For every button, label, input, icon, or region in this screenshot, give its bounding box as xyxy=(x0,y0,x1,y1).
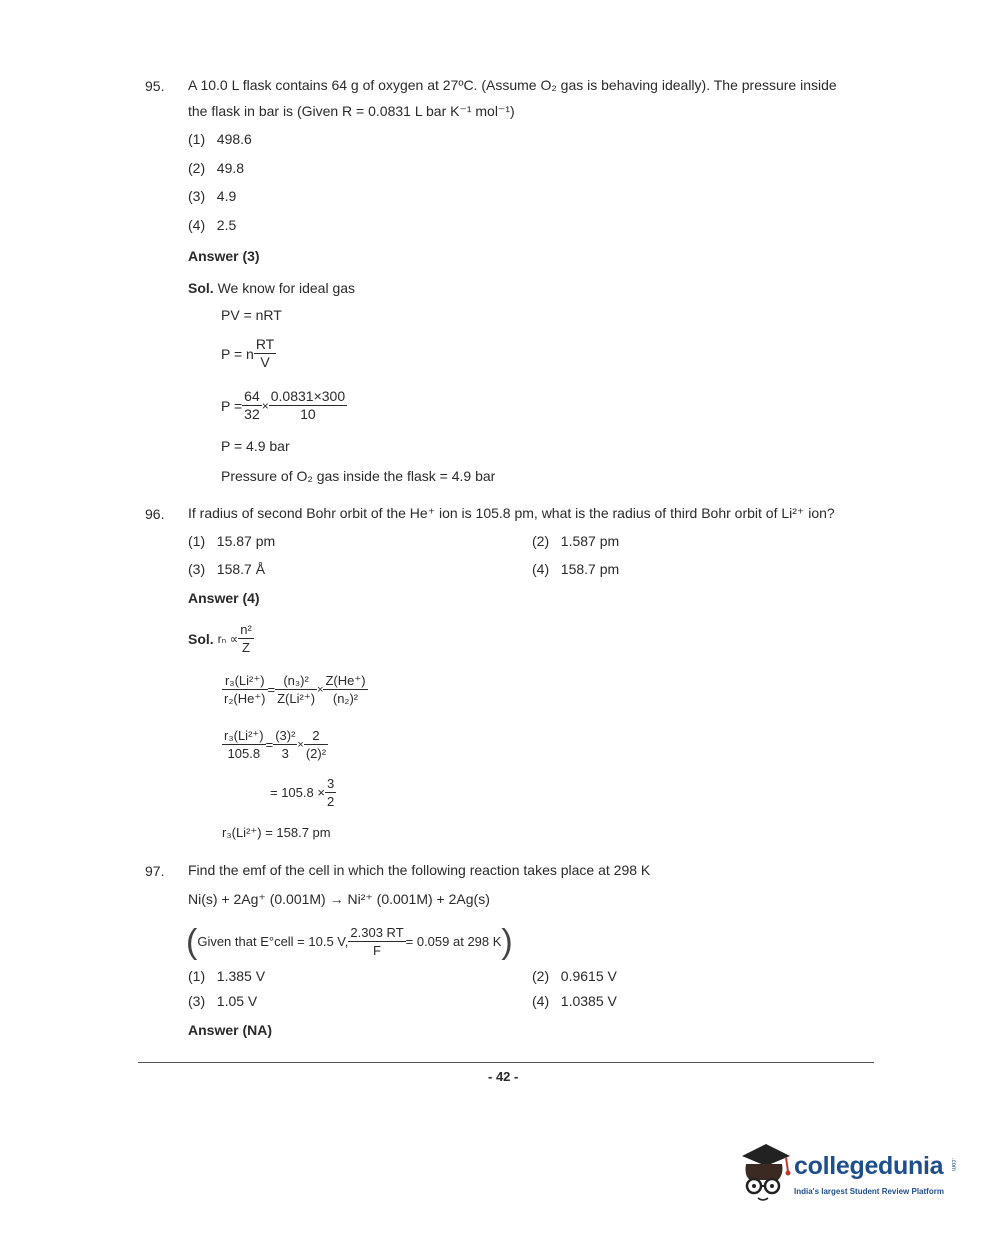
option-number: (4) xyxy=(188,217,206,233)
times-sign: × xyxy=(297,738,304,751)
numerator: 0.0831×300 xyxy=(270,388,346,404)
given-prefix: Given that E°cell = 10.5 V, xyxy=(197,934,349,949)
q97-reaction: Ni(s) + 2Ag⁺ (0.001M) → Ni²⁺ (0.001M) + 2Ag(s) xyxy=(188,891,490,907)
page-number: - 42 - xyxy=(488,1069,519,1084)
option-number: (4) xyxy=(532,993,550,1009)
q95-eq-p-formula xyxy=(221,336,276,371)
q95-option-1 xyxy=(188,131,252,147)
option-value: 2.5 xyxy=(216,217,237,233)
fraction-lhs xyxy=(222,727,266,762)
q96-question: If radius of second Bohr orbit of the He⁺ ion is 105.8 pm, what is the radius of third Bohr orbit of Li²⁺ ion? xyxy=(188,505,835,521)
option-number: (2) xyxy=(188,160,206,176)
fraction xyxy=(238,621,254,656)
numerator: RT xyxy=(255,336,275,352)
given-suffix: = 0.059 at 298 K xyxy=(405,934,502,949)
brand-domain: .com xyxy=(950,1158,956,1172)
option-value: 4.9 xyxy=(216,188,237,204)
times-sign: × xyxy=(261,398,269,413)
sol-text: We know for ideal gas xyxy=(217,280,356,296)
q96-solution-proportion xyxy=(188,621,254,656)
close-paren: ) xyxy=(501,922,513,961)
option-value: 158.7 Å xyxy=(216,561,266,577)
fraction xyxy=(348,924,405,959)
q97-option-4 xyxy=(532,993,617,1009)
denominator: Z xyxy=(242,640,250,655)
fraction-rt xyxy=(269,388,347,423)
equals-sign: = xyxy=(265,737,274,752)
brand-name: collegedunia xyxy=(794,1152,944,1180)
denominator: (n₂)² xyxy=(332,691,359,706)
q96-option-4 xyxy=(532,561,619,577)
option-number: (2) xyxy=(532,968,550,984)
equals-sign: = xyxy=(267,682,276,697)
q97-number: 97. xyxy=(145,863,165,879)
q97-option-1 xyxy=(188,968,265,984)
fraction xyxy=(254,336,276,371)
q95-option-2 xyxy=(188,160,244,176)
numerator: n² xyxy=(240,622,252,637)
fraction-rhs xyxy=(304,727,328,762)
option-number: (2) xyxy=(532,533,550,549)
q95-option-4 xyxy=(188,217,236,233)
q96-number: 96. xyxy=(145,506,165,522)
denominator: 32 xyxy=(244,406,260,422)
option-number: (1) xyxy=(188,533,206,549)
q95-number: 95. xyxy=(145,78,165,94)
fraction-rhs xyxy=(323,672,367,707)
numerator: r₃(Li²⁺) xyxy=(222,672,268,690)
numerator: (3)² xyxy=(275,728,296,743)
q96-option-3 xyxy=(188,561,265,577)
q96-option-2 xyxy=(532,533,619,549)
option-number: (4) xyxy=(532,561,550,577)
eq-lhs: = 105.8 × xyxy=(270,785,325,800)
option-value: 1.587 pm xyxy=(560,533,620,549)
numerator: 64 xyxy=(244,388,260,404)
denominator: (2)² xyxy=(305,746,327,761)
q95-conclusion: Pressure of O₂ gas inside the flask = 4.9 bar xyxy=(221,468,496,484)
eq-lhs: P = n xyxy=(221,345,254,362)
numerator: Z(He⁺) xyxy=(325,673,366,688)
q96-multiplication-step xyxy=(270,775,336,810)
numerator: 2.303 RT xyxy=(350,925,404,940)
eq-lhs: P = xyxy=(221,397,243,414)
fraction xyxy=(325,775,336,810)
q96-substitution-equation xyxy=(222,727,328,762)
q95-answer: Answer (3) xyxy=(188,248,260,264)
denominator: 105.8 xyxy=(227,746,261,761)
denominator: F xyxy=(373,943,381,958)
brand-tagline: India's largest Student Review Platform xyxy=(794,1187,944,1196)
numerator: 2 xyxy=(304,727,328,745)
q95-eq-substitution xyxy=(221,388,347,423)
option-value: 49.8 xyxy=(216,160,245,176)
fraction-middle xyxy=(275,672,317,707)
fraction-64-32 xyxy=(242,388,262,423)
mascot-icon xyxy=(736,1140,794,1206)
option-number: (3) xyxy=(188,561,206,577)
sol-label: Sol. xyxy=(188,630,214,647)
q97-question: Find the emf of the cell in which the following reaction takes place at 298 K xyxy=(188,862,651,878)
footer-divider xyxy=(138,1062,874,1063)
option-value: 1.385 V xyxy=(216,968,266,984)
q95-solution-intro xyxy=(188,280,355,296)
q97-option-2 xyxy=(532,968,617,984)
denominator: V xyxy=(260,354,270,370)
q95-eq-ideal-gas: PV = nRT xyxy=(221,307,282,323)
option-number: (1) xyxy=(188,131,206,147)
q95-question-line1: A 10.0 L flask contains 64 g of oxygen at 27ºC. (Assume O₂ gas is behaving ideally). The pressure inside xyxy=(188,77,837,93)
q95-eq-result: P = 4.9 bar xyxy=(221,438,290,454)
q96-result: r₃(Li²⁺) = 158.7 pm xyxy=(222,825,331,840)
q96-ratio-equation xyxy=(222,672,368,707)
collegedunia-logo[interactable] xyxy=(736,1140,966,1210)
denominator: 3 xyxy=(281,746,289,761)
option-value: 15.87 pm xyxy=(216,533,276,549)
option-value: 1.0385 V xyxy=(560,993,617,1009)
q97-answer: Answer (NA) xyxy=(188,1022,273,1038)
eq-lhs: rₙ ∝ xyxy=(217,631,239,646)
times-sign: × xyxy=(317,683,324,696)
option-number: (1) xyxy=(188,968,206,984)
option-value: 1.05 V xyxy=(216,993,258,1009)
q96-option-1 xyxy=(188,533,275,549)
denominator: r₂(He⁺) xyxy=(224,691,266,706)
fraction-middle xyxy=(273,727,297,762)
numerator: r₃(Li²⁺) xyxy=(224,728,264,743)
fraction-lhs xyxy=(222,672,268,707)
numerator: (n₃)² xyxy=(275,672,317,690)
open-paren: ( xyxy=(186,922,198,961)
option-number: (3) xyxy=(188,188,206,204)
q97-given-condition xyxy=(186,924,513,959)
option-value: 158.7 pm xyxy=(560,561,620,577)
numerator: 3 xyxy=(326,776,335,791)
q95-question-line2: the flask in bar is (Given R = 0.0831 L bar K⁻¹ mol⁻¹) xyxy=(188,103,515,119)
denominator: 2 xyxy=(326,794,335,809)
q96-answer: Answer (4) xyxy=(188,590,260,606)
sol-label: Sol. xyxy=(188,280,214,296)
denominator: 10 xyxy=(300,406,316,422)
option-value: 0.9615 V xyxy=(560,968,617,984)
q95-option-3 xyxy=(188,188,236,204)
option-value: 498.6 xyxy=(216,131,252,147)
denominator: Z(Li²⁺) xyxy=(277,691,316,706)
q97-option-3 xyxy=(188,993,257,1009)
option-number: (3) xyxy=(188,993,206,1009)
